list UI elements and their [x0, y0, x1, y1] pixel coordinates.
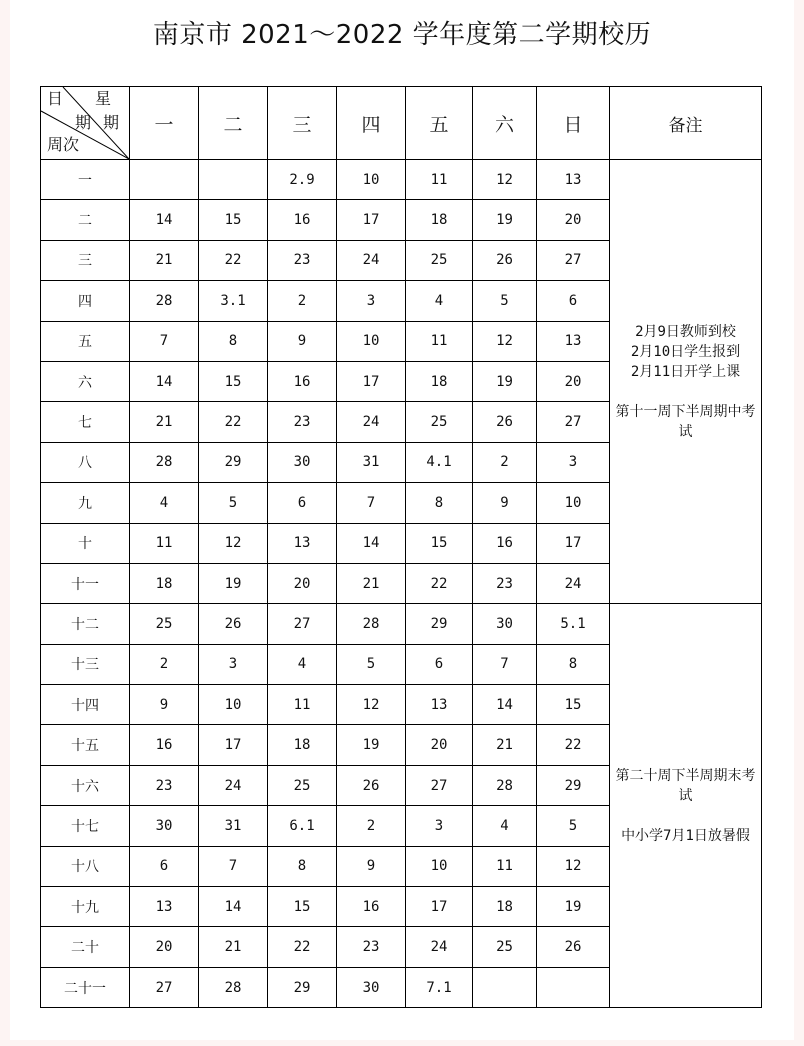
- day-header: 日: [537, 87, 610, 160]
- date-cell: 20: [537, 361, 610, 401]
- date-cell: 8: [537, 644, 610, 684]
- date-cell: 6: [537, 281, 610, 321]
- date-cell: 11: [268, 685, 337, 725]
- date-cell: 4: [406, 281, 473, 321]
- date-cell: 21: [473, 725, 537, 765]
- date-cell: 24: [406, 927, 473, 967]
- date-cell: 4: [130, 483, 199, 523]
- date-cell: 3: [199, 644, 268, 684]
- date-cell: 23: [268, 402, 337, 442]
- remarks-note-text: 第二十周下半周期末考试 中小学7月1日放暑假: [615, 767, 756, 844]
- date-cell: 20: [537, 200, 610, 240]
- school-calendar-table: [40, 86, 762, 1008]
- corner-week-label: 周次: [47, 135, 80, 154]
- date-cell: 29: [199, 442, 268, 482]
- date-cell: 22: [406, 563, 473, 603]
- date-cell: 16: [268, 200, 337, 240]
- date-cell: 22: [199, 240, 268, 280]
- date-cell: 11: [473, 846, 537, 886]
- date-cell: 28: [473, 765, 537, 805]
- date-cell: 30: [130, 806, 199, 846]
- date-cell: 6: [406, 644, 473, 684]
- date-cell: 21: [337, 563, 406, 603]
- week-number: 九: [41, 483, 130, 523]
- date-cell: 21: [130, 402, 199, 442]
- date-cell: 18: [406, 361, 473, 401]
- week-number: 五: [41, 321, 130, 361]
- date-cell: 23: [268, 240, 337, 280]
- date-cell: 28: [199, 967, 268, 1007]
- corner-header: [41, 87, 130, 160]
- date-cell: 3: [406, 806, 473, 846]
- date-cell: 28: [130, 281, 199, 321]
- week-number: 十五: [41, 725, 130, 765]
- week-number: 十四: [41, 685, 130, 725]
- date-cell: 5: [537, 806, 610, 846]
- date-cell: 24: [337, 402, 406, 442]
- date-cell: 24: [199, 765, 268, 805]
- date-cell: 13: [537, 160, 610, 200]
- date-cell: 20: [406, 725, 473, 765]
- corner-qi-label-2: 期: [103, 113, 120, 132]
- week-number: 二十一: [41, 967, 130, 1007]
- date-cell: 25: [130, 604, 199, 644]
- table-row: [41, 160, 762, 200]
- date-cell: 5: [199, 483, 268, 523]
- date-cell: 6: [268, 483, 337, 523]
- date-cell: 11: [406, 160, 473, 200]
- date-cell: 2.9: [268, 160, 337, 200]
- date-cell: 12: [473, 321, 537, 361]
- date-cell: 23: [473, 563, 537, 603]
- date-cell: 18: [268, 725, 337, 765]
- date-cell: 7: [199, 846, 268, 886]
- date-cell: 19: [473, 200, 537, 240]
- date-cell: 31: [337, 442, 406, 482]
- day-header: 四: [337, 87, 406, 160]
- date-cell: 27: [537, 240, 610, 280]
- day-header: 三: [268, 87, 337, 160]
- date-cell: 27: [268, 604, 337, 644]
- remarks-note: [610, 160, 762, 604]
- date-cell: 15: [537, 685, 610, 725]
- date-cell: 26: [537, 927, 610, 967]
- corner-qi-label-1: 期: [75, 113, 92, 132]
- date-cell: 9: [268, 321, 337, 361]
- date-cell: 2: [268, 281, 337, 321]
- date-cell: 27: [130, 967, 199, 1007]
- date-cell: 22: [199, 402, 268, 442]
- date-cell: 12: [537, 846, 610, 886]
- date-cell: 26: [337, 765, 406, 805]
- date-cell: 15: [268, 887, 337, 927]
- date-cell: 14: [473, 685, 537, 725]
- date-cell: 15: [199, 361, 268, 401]
- date-cell: 20: [130, 927, 199, 967]
- date-cell: 3: [337, 281, 406, 321]
- date-cell: 15: [199, 200, 268, 240]
- week-number: 十八: [41, 846, 130, 886]
- date-cell: 14: [337, 523, 406, 563]
- date-cell: 23: [130, 765, 199, 805]
- date-cell: 17: [199, 725, 268, 765]
- date-cell: 25: [406, 240, 473, 280]
- date-cell: 30: [337, 967, 406, 1007]
- date-cell: 21: [199, 927, 268, 967]
- date-cell: 5: [337, 644, 406, 684]
- day-header: 二: [199, 87, 268, 160]
- date-cell: 29: [537, 765, 610, 805]
- date-cell: 26: [199, 604, 268, 644]
- date-cell: 30: [473, 604, 537, 644]
- date-cell: 5.1: [537, 604, 610, 644]
- date-cell: 17: [337, 361, 406, 401]
- date-cell: 13: [537, 321, 610, 361]
- date-cell: [199, 160, 268, 200]
- date-cell: 12: [337, 685, 406, 725]
- date-cell: 7: [130, 321, 199, 361]
- date-cell: 7: [473, 644, 537, 684]
- date-cell: 7: [337, 483, 406, 523]
- date-cell: 13: [268, 523, 337, 563]
- week-number: 十七: [41, 806, 130, 846]
- date-cell: 4: [268, 644, 337, 684]
- date-cell: 24: [537, 563, 610, 603]
- date-cell: 2: [130, 644, 199, 684]
- date-cell: 27: [406, 765, 473, 805]
- date-cell: 13: [130, 887, 199, 927]
- date-cell: 16: [130, 725, 199, 765]
- date-cell: 15: [406, 523, 473, 563]
- week-number: 十一: [41, 563, 130, 603]
- date-cell: 25: [406, 402, 473, 442]
- remarks-header: 备注: [610, 87, 762, 160]
- date-cell: 6.1: [268, 806, 337, 846]
- date-cell: 28: [130, 442, 199, 482]
- date-cell: 27: [537, 402, 610, 442]
- date-cell: 18: [473, 887, 537, 927]
- date-cell: 7.1: [406, 967, 473, 1007]
- date-cell: 11: [406, 321, 473, 361]
- date-cell: 19: [199, 563, 268, 603]
- date-cell: 19: [473, 361, 537, 401]
- date-cell: 16: [337, 887, 406, 927]
- page-title: 南京市 2021～2022 学年度第二学期校历: [152, 20, 652, 50]
- date-cell: 29: [268, 967, 337, 1007]
- table-row: [41, 604, 762, 644]
- date-cell: 16: [268, 361, 337, 401]
- date-cell: 9: [473, 483, 537, 523]
- week-number: 六: [41, 361, 130, 401]
- date-cell: 10: [337, 160, 406, 200]
- date-cell: 12: [199, 523, 268, 563]
- week-number: 二十: [41, 927, 130, 967]
- date-cell: 8: [406, 483, 473, 523]
- week-number: 十六: [41, 765, 130, 805]
- date-cell: 23: [337, 927, 406, 967]
- date-cell: 14: [130, 200, 199, 240]
- date-cell: 18: [130, 563, 199, 603]
- date-cell: 9: [337, 846, 406, 886]
- week-number: 七: [41, 402, 130, 442]
- date-cell: 24: [337, 240, 406, 280]
- day-header: 六: [473, 87, 537, 160]
- date-cell: 2: [473, 442, 537, 482]
- week-number: 十三: [41, 644, 130, 684]
- date-cell: [473, 967, 537, 1007]
- week-number: 二: [41, 200, 130, 240]
- date-cell: 25: [268, 765, 337, 805]
- date-cell: 8: [199, 321, 268, 361]
- date-cell: 20: [268, 563, 337, 603]
- date-cell: 21: [130, 240, 199, 280]
- date-cell: 25: [473, 927, 537, 967]
- date-cell: 14: [199, 887, 268, 927]
- date-cell: 10: [406, 846, 473, 886]
- date-cell: 19: [337, 725, 406, 765]
- date-cell: 19: [537, 887, 610, 927]
- week-number: 十九: [41, 887, 130, 927]
- remarks-note-text: 2月9日教师到校 2月10日学生报到 2月11日开学上课 第十一周下半周期中考试: [615, 323, 756, 440]
- date-cell: 10: [337, 321, 406, 361]
- week-number: 四: [41, 281, 130, 321]
- week-number: 十: [41, 523, 130, 563]
- date-cell: 10: [199, 685, 268, 725]
- date-cell: 12: [473, 160, 537, 200]
- date-cell: 2: [337, 806, 406, 846]
- week-number: 一: [41, 160, 130, 200]
- date-cell: 17: [537, 523, 610, 563]
- date-cell: 14: [130, 361, 199, 401]
- remarks-note: [610, 604, 762, 1008]
- date-cell: 10: [537, 483, 610, 523]
- date-cell: 6: [130, 846, 199, 886]
- date-cell: 26: [473, 240, 537, 280]
- date-cell: 22: [537, 725, 610, 765]
- day-header: 一: [130, 87, 199, 160]
- week-number: 十二: [41, 604, 130, 644]
- date-cell: 30: [268, 442, 337, 482]
- date-cell: 16: [473, 523, 537, 563]
- week-number: 八: [41, 442, 130, 482]
- date-cell: 31: [199, 806, 268, 846]
- date-cell: 4: [473, 806, 537, 846]
- date-cell: 13: [406, 685, 473, 725]
- date-cell: 3: [537, 442, 610, 482]
- date-cell: 8: [268, 846, 337, 886]
- date-cell: [130, 160, 199, 200]
- date-cell: 29: [406, 604, 473, 644]
- date-cell: 3.1: [199, 281, 268, 321]
- corner-xing-label: 星: [95, 89, 112, 108]
- date-cell: 17: [337, 200, 406, 240]
- date-cell: 4.1: [406, 442, 473, 482]
- day-header: 五: [406, 87, 473, 160]
- date-cell: 17: [406, 887, 473, 927]
- date-cell: 22: [268, 927, 337, 967]
- date-cell: 28: [337, 604, 406, 644]
- date-cell: 5: [473, 281, 537, 321]
- date-cell: 9: [130, 685, 199, 725]
- corner-day-label: 日: [47, 89, 64, 108]
- date-cell: [537, 967, 610, 1007]
- date-cell: 26: [473, 402, 537, 442]
- week-number: 三: [41, 240, 130, 280]
- date-cell: 18: [406, 200, 473, 240]
- date-cell: 11: [130, 523, 199, 563]
